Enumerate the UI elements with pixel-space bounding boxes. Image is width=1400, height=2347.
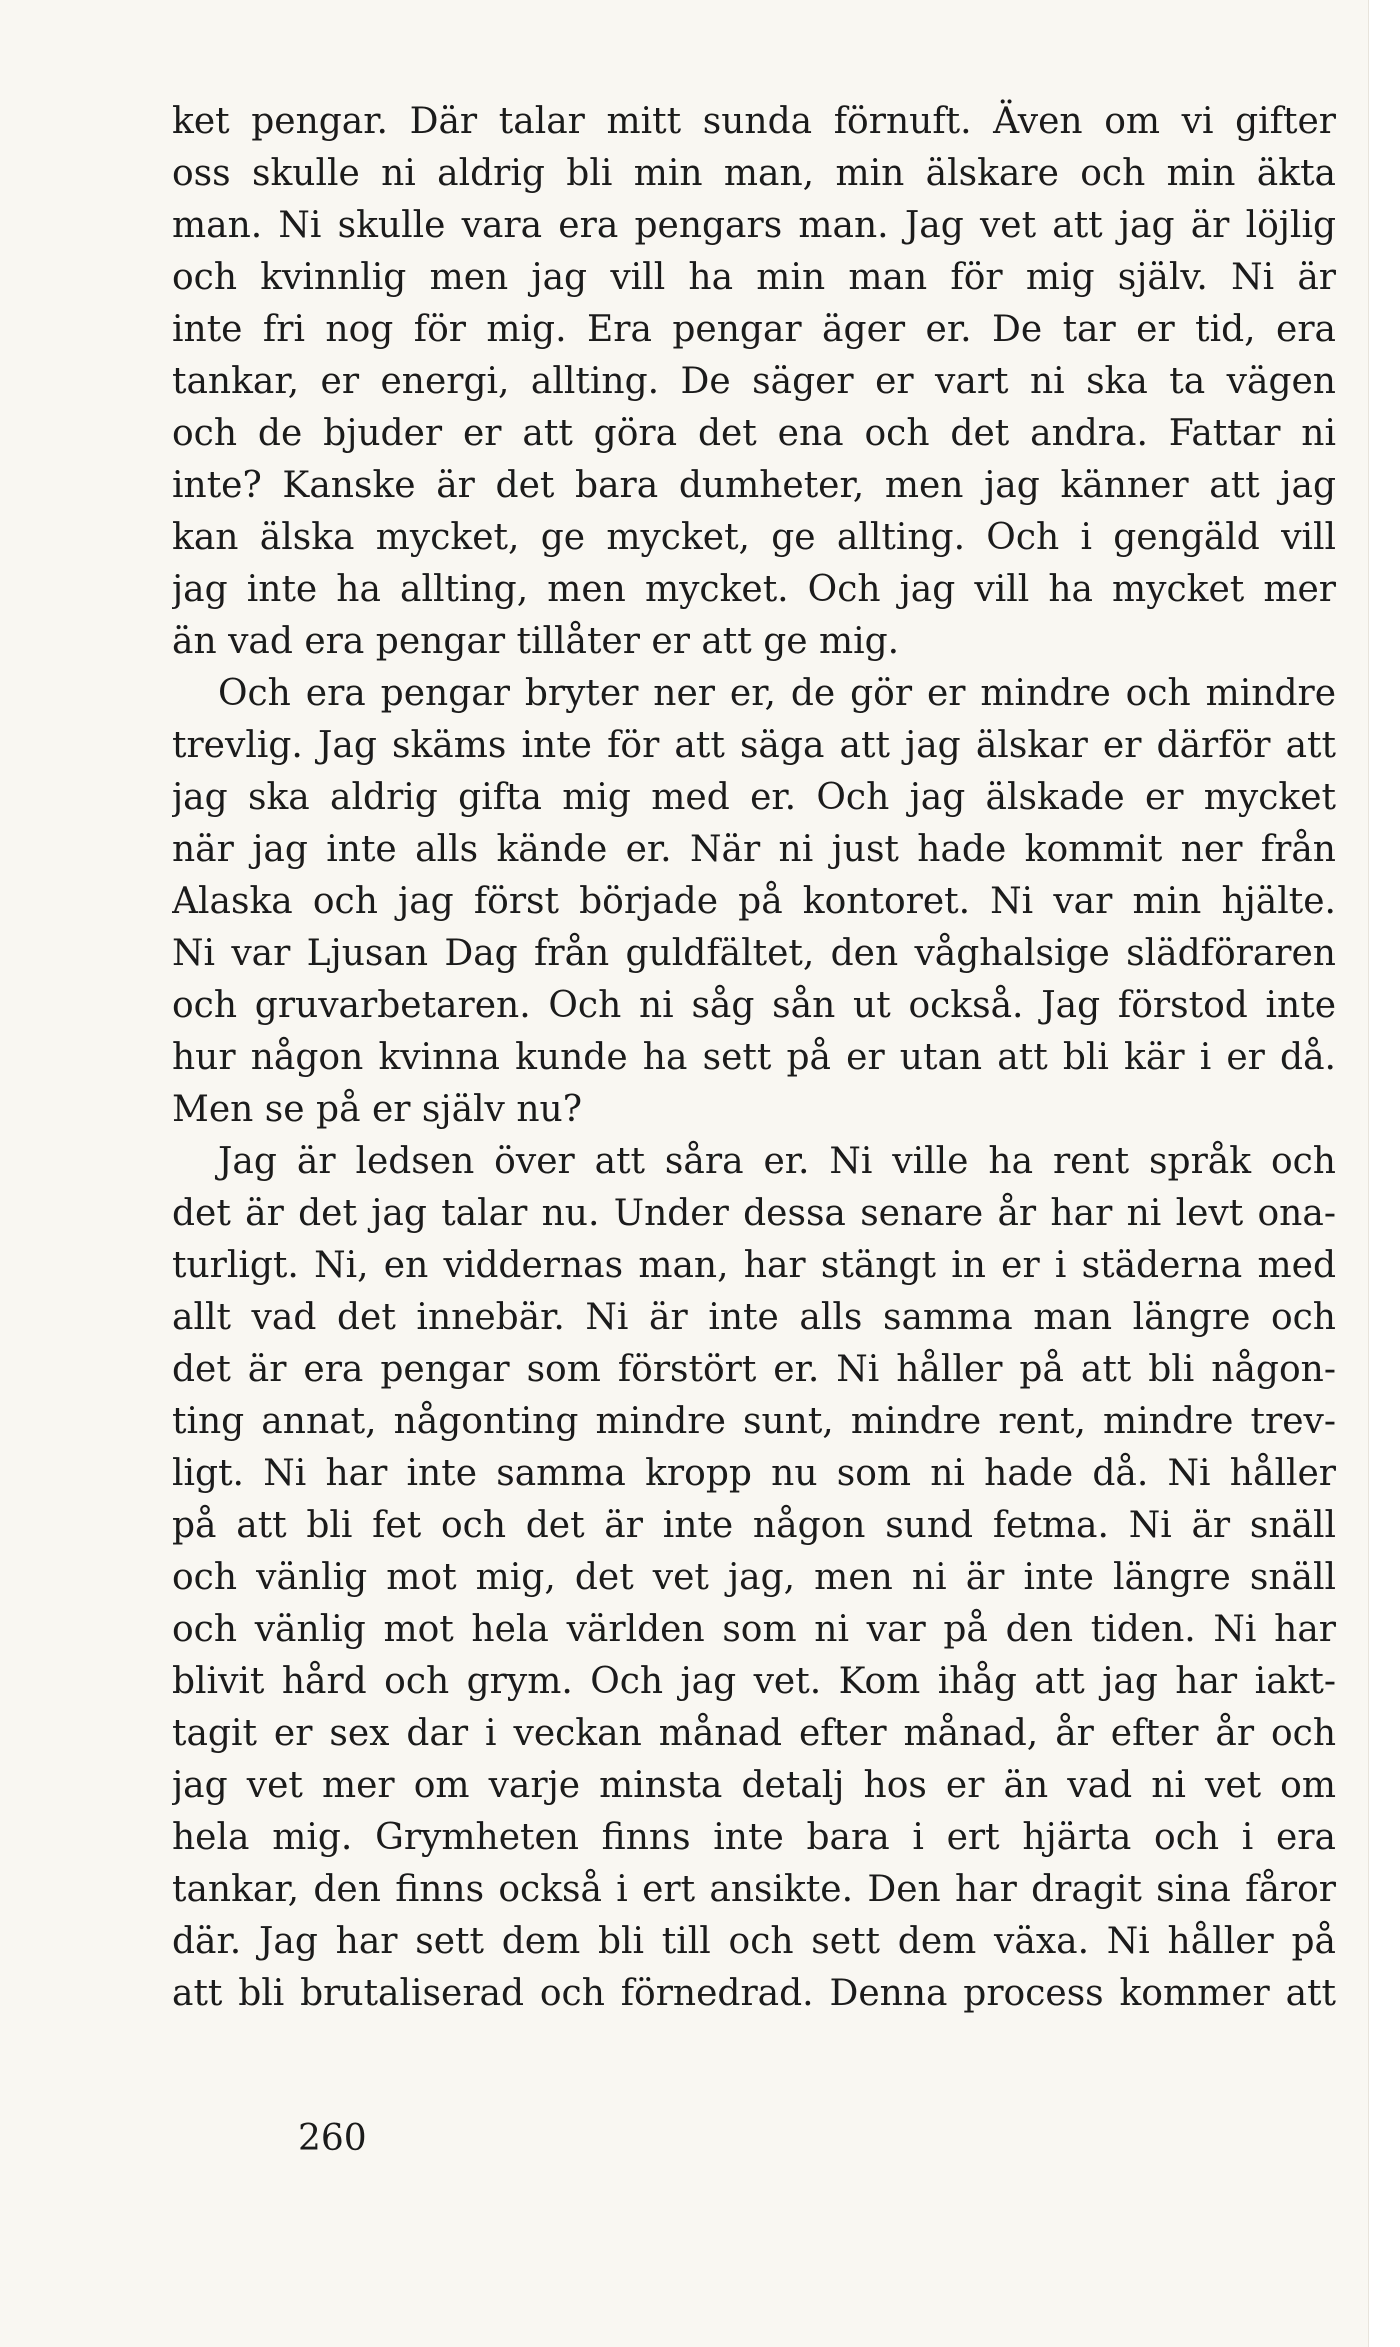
text-line: på att bli fet och det är inte någon sund fetma. Ni är snäll xyxy=(172,1505,1336,1546)
text-line: hur någon kvinna kunde ha sett på er utan att bli kär i er då. xyxy=(172,1037,1336,1078)
text-line: allt vad det innebär. Ni är inte alls samma man längre och xyxy=(172,1297,1336,1338)
text-line: Jag är ledsen över att såra er. Ni ville ha rent språk och xyxy=(218,1141,1336,1182)
text-line: och vänlig mot hela världen som ni var på den tiden. Ni har xyxy=(172,1609,1336,1650)
text-line: kan älska mycket, ge mycket, ge allting. Och i gengäld vill xyxy=(172,517,1336,558)
text-line: ting annat, någonting mindre sunt, mindre rent, mindre trev- xyxy=(172,1401,1336,1442)
body-text xyxy=(172,96,1336,2020)
text-line: ket pengar. Där talar mitt sunda förnuft. Även om vi gifter xyxy=(172,101,1336,142)
text-line: inte? Kanske är det bara dumheter, men jag känner att jag xyxy=(172,465,1336,506)
paragraph-3 xyxy=(172,1136,1336,2020)
text-line: jag inte ha allting, men mycket. Och jag vill ha mycket mer xyxy=(172,569,1336,610)
text-line: hela mig. Grymheten finns inte bara i ert hjärta och i era xyxy=(172,1817,1336,1858)
paragraph-2 xyxy=(172,668,1336,1136)
page-number: 260 xyxy=(298,2118,367,2159)
text-line: det är det jag talar nu. Under dessa senare år har ni levt ona- xyxy=(172,1193,1336,1234)
text-line: och gruvarbetaren. Och ni såg sån ut också. Jag förstod inte xyxy=(172,985,1336,1026)
text-line: tagit er sex dar i veckan månad efter månad, år efter år och xyxy=(172,1713,1336,1754)
text-line: och kvinnlig men jag vill ha min man för mig själv. Ni är xyxy=(172,257,1336,298)
text-line: jag vet mer om varje minsta detalj hos er än vad ni vet om xyxy=(172,1765,1336,1806)
text-line: inte fri nog för mig. Era pengar äger er. De tar er tid, era xyxy=(172,309,1336,350)
text-line: ligt. Ni har inte samma kropp nu som ni hade då. Ni håller xyxy=(172,1453,1336,1494)
text-line: oss skulle ni aldrig bli min man, min älskare och min äkta xyxy=(172,153,1336,194)
text-line: när jag inte alls kände er. När ni just hade kommit ner från xyxy=(172,829,1336,870)
text-line: Och era pengar bryter ner er, de gör er mindre och mindre xyxy=(218,673,1336,714)
text-line: än vad era pengar tillåter er att ge mig. xyxy=(172,621,900,662)
text-line: jag ska aldrig gifta mig med er. Och jag älskade er mycket xyxy=(172,777,1336,818)
text-line: att bli brutaliserad och förnedrad. Denna process kommer att xyxy=(172,1973,1336,2014)
text-line: tankar, er energi, allting. De säger er vart ni ska ta vägen xyxy=(172,361,1336,402)
text-line: det är era pengar som förstört er. Ni håller på att bli någon- xyxy=(172,1349,1336,1390)
text-line: trevlig. Jag skäms inte för att säga att jag älskar er därför att xyxy=(172,725,1336,766)
text-line: Alaska och jag först började på kontoret. Ni var min hjälte. xyxy=(172,881,1336,922)
text-line: och vänlig mot mig, det vet jag, men ni är inte längre snäll xyxy=(172,1557,1336,1598)
text-line: där. Jag har sett dem bli till och sett dem växa. Ni håller på xyxy=(172,1921,1336,1962)
page-edge xyxy=(1368,0,1400,2347)
text-line: och de bjuder er att göra det ena och det andra. Fattar ni xyxy=(172,413,1336,454)
text-line: Ni var Ljusan Dag från guldfältet, den våghalsige slädföraren xyxy=(172,933,1336,974)
text-line: blivit hård och grym. Och jag vet. Kom ihåg att jag har iakt- xyxy=(172,1661,1336,1702)
text-line: tankar, den finns också i ert ansikte. Den har dragit sina fåror xyxy=(172,1869,1336,1910)
paragraph-1 xyxy=(172,96,1336,668)
text-line: man. Ni skulle vara era pengars man. Jag vet att jag är löjlig xyxy=(172,205,1336,246)
text-line: Men se på er själv nu? xyxy=(172,1089,582,1130)
text-line: turligt. Ni, en viddernas man, har stängt in er i städerna med xyxy=(172,1245,1336,1286)
